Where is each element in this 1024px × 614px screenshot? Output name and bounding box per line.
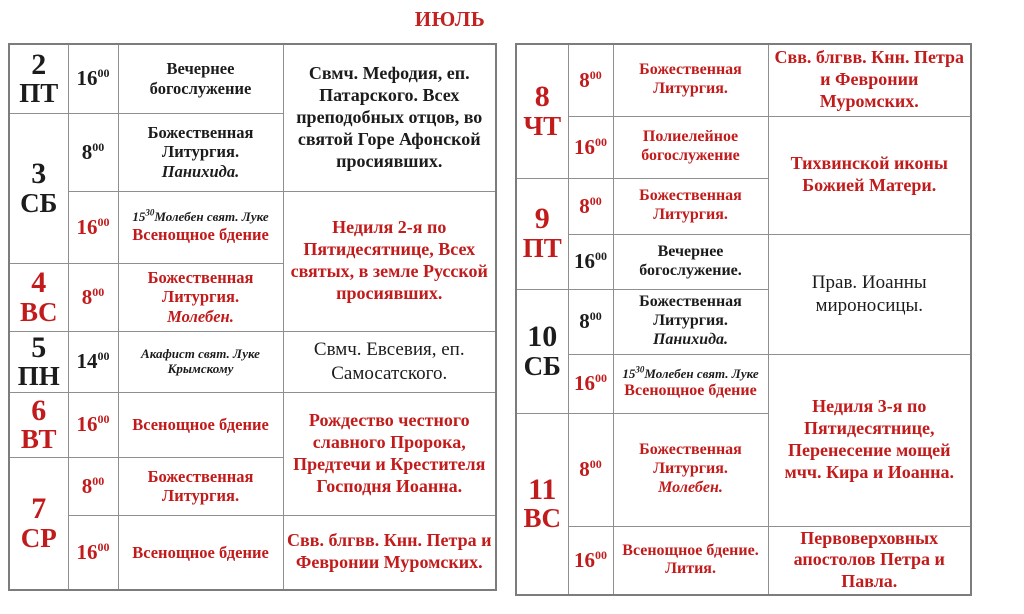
time-cell	[568, 526, 613, 595]
time-cell	[568, 44, 613, 116]
time-minutes: 00	[589, 67, 602, 82]
day-cell-7-sr	[9, 457, 68, 590]
service-name: Вечернее богослужение.	[639, 242, 742, 279]
day-abbr: ВТ	[20, 424, 57, 455]
day-number: 2	[31, 47, 47, 81]
day-number: 6	[31, 393, 47, 427]
service-name: Божественная Литургия.	[639, 61, 742, 98]
service-cell	[118, 263, 283, 331]
day-number: 10	[527, 319, 558, 353]
service-cell	[613, 116, 768, 178]
service-cell	[613, 526, 768, 595]
feast-cell: Прав. Иоанны мироносицы.	[768, 234, 971, 354]
time-cell	[68, 113, 118, 191]
time-hour: 8	[81, 284, 93, 309]
time-minutes: 00	[97, 412, 110, 427]
day-abbr: ПТ	[522, 233, 562, 264]
feast-cell: Первоверховных апостолов Петра и Павла.	[768, 526, 971, 595]
time-minutes: 00	[589, 193, 602, 208]
time-minutes: 00	[97, 66, 110, 81]
time-hour: 14	[76, 349, 98, 374]
pre-minutes: 30	[145, 207, 155, 218]
pre-hour: 15	[622, 365, 636, 381]
day-cell-6-vt	[9, 392, 68, 457]
day-abbr: ВС	[19, 296, 58, 327]
time-cell	[568, 354, 613, 413]
time-hour: 8	[81, 139, 93, 164]
day-abbr: ПТ	[19, 78, 59, 109]
time-minutes: 00	[92, 473, 105, 488]
schedule-table-left	[8, 43, 497, 591]
feast-cell: Рождество честного славного Пророка, Предтечи и Крестителя Господня Иоанна.	[283, 392, 496, 515]
time-minutes: 00	[595, 371, 607, 385]
day-cell-3-sb	[9, 113, 68, 263]
time-hour: 8	[579, 309, 590, 333]
pre-service-note	[616, 364, 766, 382]
service-name: Вечернее богослужение	[149, 59, 252, 98]
time-minutes: 00	[97, 214, 110, 229]
service-cell	[118, 113, 283, 191]
service-name: Божественная Литургия.	[639, 187, 742, 223]
day-number: 4	[31, 265, 47, 299]
service-cell	[613, 234, 768, 289]
service-name: Всенощное бдение	[624, 381, 757, 399]
time-cell	[568, 234, 613, 289]
service-name: Божественная Литургия.	[147, 267, 254, 307]
time-hour: 16	[76, 66, 98, 91]
service-name: Всенощное бдение	[132, 224, 269, 244]
service-cell	[118, 191, 283, 263]
time-cell	[568, 178, 613, 234]
day-cell-5-pn	[9, 331, 68, 392]
service-name: Божественная Литургия.	[639, 293, 742, 330]
day-cell-2-pt	[9, 44, 68, 113]
page-title: ИЮЛЬ	[414, 7, 486, 31]
time-hour: 16	[574, 134, 595, 159]
service-name: Всенощное бдение	[132, 414, 269, 434]
service-name: Всенощное бдение	[132, 542, 269, 562]
feast-cell: Свмч. Мефодия, еп. Патарского. Всех преподобных отцов, во святой Горе Афонской просиявших.	[283, 44, 496, 191]
feast-cell: Свв. блгвв. Кнн. Петра и Февронии Муромских.	[283, 515, 496, 590]
day-cell-4-vs	[9, 263, 68, 331]
time-hour: 8	[579, 457, 590, 481]
service-cell	[613, 289, 768, 354]
pre-service-note	[121, 207, 281, 225]
time-minutes: 00	[97, 539, 110, 554]
day-cell-9-pt	[516, 178, 568, 289]
time-minutes: 00	[92, 284, 105, 299]
day-number: 5	[31, 331, 47, 364]
time-hour: 8	[579, 67, 590, 92]
service-name: Божественная Литургия.	[639, 441, 742, 478]
time-cell	[568, 116, 613, 178]
day-abbr: ЧТ	[523, 110, 562, 141]
time-cell	[68, 515, 118, 590]
time-hour: 16	[574, 547, 595, 572]
time-minutes: 00	[595, 249, 607, 263]
feast-cell: Свмч. Евсевия, еп. Самосатского.	[283, 331, 496, 392]
time-minutes: 00	[589, 309, 602, 323]
service-extra: Молебен.	[167, 306, 234, 326]
pre-hour: 15	[132, 208, 146, 224]
time-hour: 8	[81, 473, 93, 498]
day-cell-10-sb	[516, 289, 568, 413]
day-abbr: СБ	[523, 350, 561, 381]
service-cell	[118, 44, 283, 113]
day-number: 3	[31, 156, 47, 190]
service-cell	[118, 392, 283, 457]
service-cell	[613, 354, 768, 413]
time-cell	[68, 392, 118, 457]
time-cell	[68, 191, 118, 263]
feast-cell: Недиля 2-я по Пятидесятнице, Всех святых, в земле Русской просиявших.	[283, 191, 496, 331]
service-cell	[118, 457, 283, 515]
time-hour: 16	[76, 412, 98, 437]
service-cell	[613, 413, 768, 526]
time-minutes: 00	[595, 547, 607, 562]
day-number: 8	[534, 80, 550, 114]
time-hour: 16	[574, 249, 595, 273]
day-abbr: СР	[20, 522, 57, 553]
service-cell	[613, 44, 768, 116]
pre-text: Молебен свят. Луке	[154, 208, 269, 224]
service-name: Всенощное бдение.	[622, 541, 759, 559]
service-cell	[118, 515, 283, 590]
service-name: Божественная Литургия.	[147, 466, 254, 506]
service-name: Божественная Литургия.	[147, 122, 254, 162]
feast-cell: Недиля 3-я по Пятидесятнице, Перенесение мощей мчч. Кира и Иоанна.	[768, 354, 971, 526]
schedule-table-right	[515, 43, 972, 596]
time-hour: 16	[574, 371, 595, 395]
day-number: 11	[528, 472, 557, 506]
time-hour: 8	[579, 193, 590, 218]
time-cell	[68, 263, 118, 331]
time-hour: 16	[76, 539, 98, 564]
time-cell	[68, 331, 118, 392]
day-number: 7	[31, 492, 47, 526]
service-name: Акафист свят. Луке Крымскому	[141, 345, 260, 376]
time-cell	[568, 289, 613, 354]
day-abbr: ВС	[523, 503, 561, 534]
day-cell-8-cht	[516, 44, 568, 178]
time-cell	[68, 457, 118, 515]
service-cell	[613, 178, 768, 234]
time-hour: 16	[76, 214, 98, 239]
service-extra: Панихида.	[161, 161, 240, 181]
service-cell	[118, 331, 283, 392]
feast-cell: Свв. блгвв. Кнн. Петра и Февронии Муромских.	[768, 44, 971, 116]
feast-cell: Тихвинской иконы Божией Матери.	[768, 116, 971, 234]
time-minutes: 00	[595, 134, 607, 149]
day-number: 9	[534, 202, 550, 236]
day-abbr: ПН	[17, 361, 60, 392]
service-extra: Молебен.	[658, 478, 723, 496]
time-cell	[68, 44, 118, 113]
day-cell-11-vs	[516, 413, 568, 595]
time-minutes: 00	[97, 349, 110, 364]
pre-text: Молебен свят. Луке	[644, 365, 759, 381]
time-cell	[568, 413, 613, 526]
pre-minutes: 30	[635, 364, 645, 375]
service-name: Полиелейное богослужение	[641, 128, 740, 164]
service-extra: Панихида.	[652, 330, 729, 348]
time-minutes: 00	[589, 457, 602, 471]
time-minutes: 00	[92, 139, 105, 154]
service-extra: Лития.	[665, 560, 716, 578]
day-abbr: СБ	[20, 187, 58, 218]
